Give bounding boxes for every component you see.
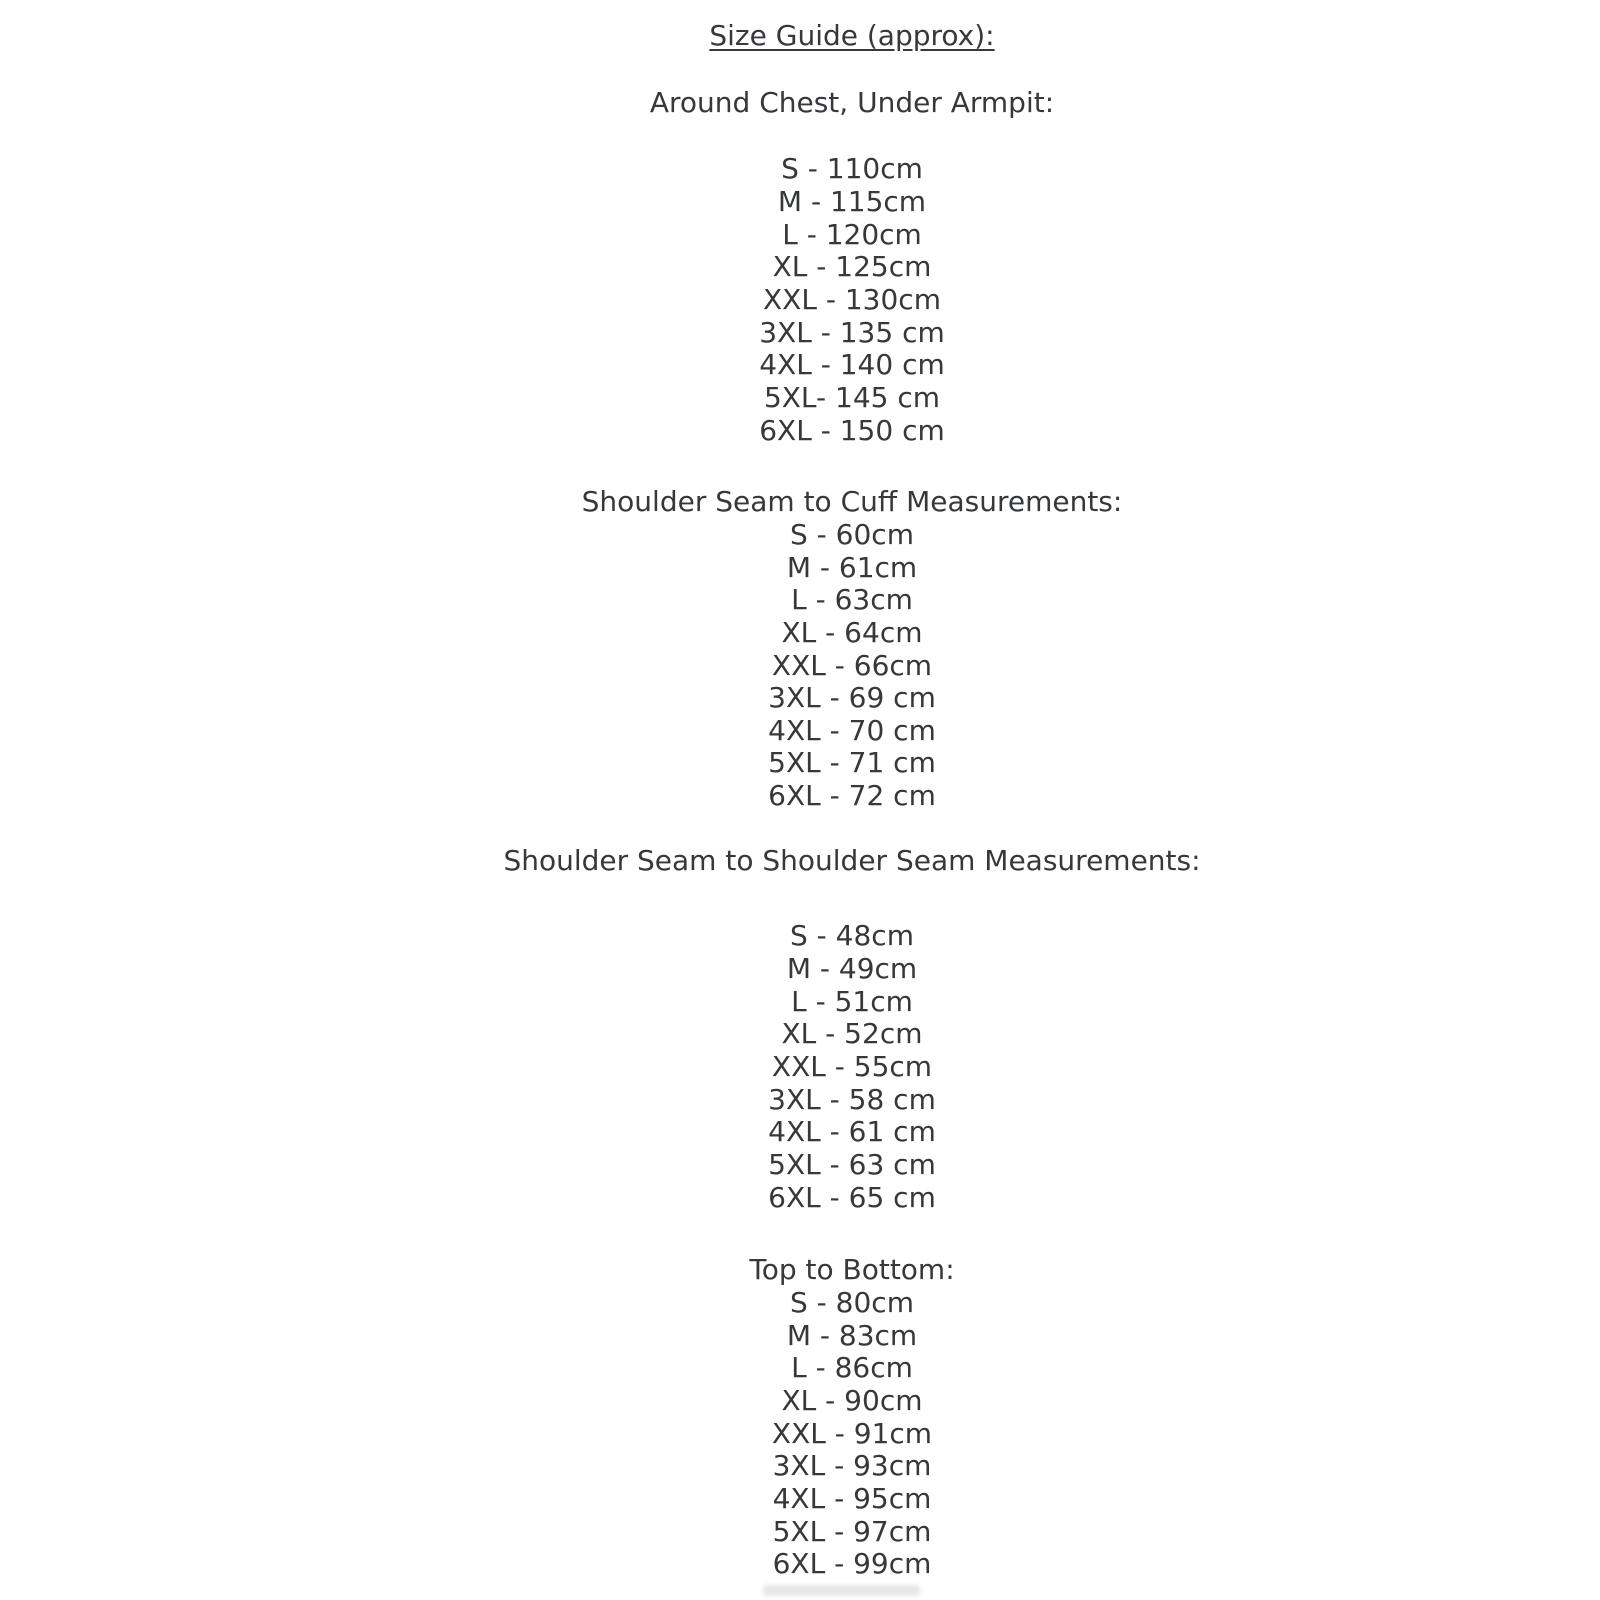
- size-item: 3XL - 58 cm: [768, 1082, 936, 1116]
- size-item: XL - 64cm: [781, 615, 923, 649]
- size-item: 6XL - 72 cm: [768, 779, 936, 813]
- size-item: S - 48cm: [790, 919, 914, 953]
- bottom-cutoff-artifact: [763, 1585, 920, 1596]
- size-item: 3XL - 135 cm: [759, 315, 945, 349]
- size-guide-sections: [104, 87, 1600, 1581]
- size-item: M - 115cm: [777, 184, 927, 218]
- size-item: XXL - 91cm: [771, 1416, 933, 1450]
- size-item: M - 49cm: [786, 952, 918, 986]
- size-item: XXL - 66cm: [771, 648, 933, 682]
- size-item: 3XL - 93cm: [772, 1449, 932, 1483]
- size-list: [104, 519, 1600, 813]
- size-item: 5XL- 145 cm: [763, 380, 941, 414]
- section-header: Top to Bottom:: [749, 1253, 955, 1287]
- size-item: L - 120cm: [782, 217, 922, 251]
- size-item: M - 83cm: [786, 1318, 918, 1352]
- size-item: 5XL - 97cm: [772, 1514, 932, 1548]
- size-item: 4XL - 70 cm: [768, 713, 936, 747]
- section-header: Shoulder Seam to Shoulder Seam Measurements:: [503, 843, 1201, 877]
- size-item: M - 61cm: [786, 550, 918, 584]
- size-list: [104, 1287, 1600, 1581]
- section-header: Shoulder Seam to Cuff Measurements:: [581, 485, 1123, 519]
- size-item: 5XL - 71 cm: [768, 746, 936, 780]
- size-item: 6XL - 99cm: [772, 1547, 932, 1581]
- size-guide-document: [104, 0, 1600, 1581]
- size-item: 6XL - 65 cm: [768, 1180, 936, 1214]
- size-item: S - 80cm: [790, 1286, 914, 1319]
- size-item: 4XL - 95cm: [772, 1481, 932, 1515]
- size-list: [104, 153, 1600, 447]
- size-item: S - 110cm: [781, 152, 923, 186]
- size-item: XXL - 130cm: [763, 282, 941, 316]
- size-item: 5XL - 63 cm: [768, 1148, 936, 1182]
- size-item: S - 60cm: [790, 517, 914, 551]
- size-item: XL - 125cm: [772, 250, 932, 284]
- size-item: XL - 90cm: [781, 1383, 923, 1417]
- size-list: [104, 920, 1600, 1214]
- size-item: 3XL - 69 cm: [768, 681, 936, 715]
- page-title: Size Guide (approx):: [709, 19, 995, 52]
- size-item: L - 51cm: [791, 984, 913, 1018]
- size-item: L - 86cm: [791, 1351, 913, 1385]
- size-item: XL - 52cm: [781, 1017, 923, 1051]
- section-header: Around Chest, Under Armpit:: [649, 85, 1055, 119]
- size-item: 6XL - 150 cm: [759, 413, 945, 447]
- size-item: 4XL - 140 cm: [759, 348, 945, 382]
- size-item: 4XL - 61 cm: [768, 1115, 936, 1149]
- size-item: L - 63cm: [791, 583, 913, 617]
- size-item: XXL - 55cm: [771, 1050, 933, 1084]
